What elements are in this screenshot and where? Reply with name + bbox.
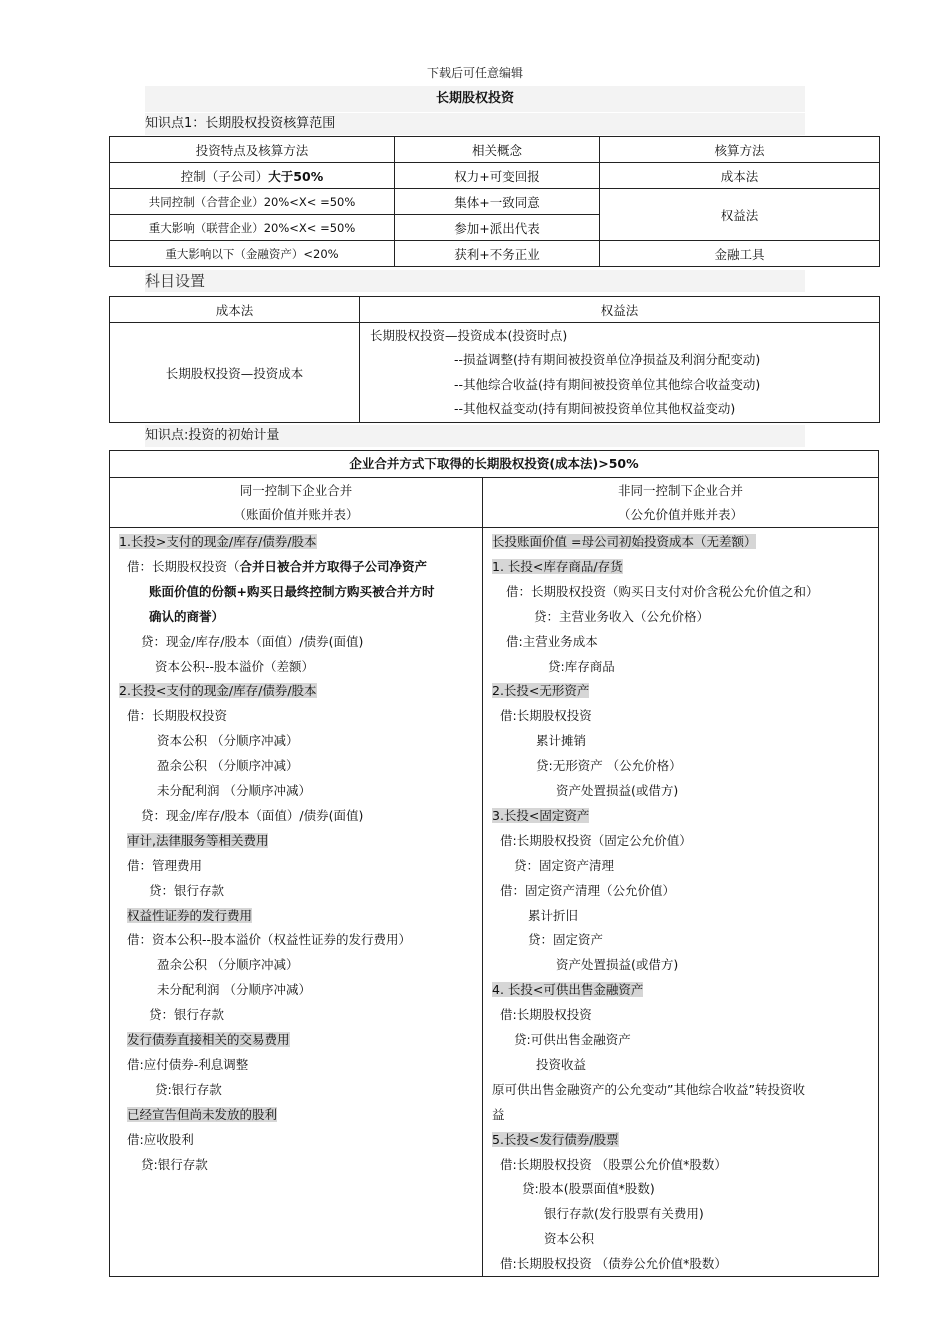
entry-text: 贷：银行存款 (149, 1007, 225, 1023)
entry-line (544, 1226, 594, 1251)
knowledge-point-3: 知识点:投资的初始计量 (145, 425, 805, 447)
table-cell: 成本法 (600, 163, 880, 189)
entry-text: 审计,法律服务等相关费用 (127, 832, 269, 848)
right-column-header: 非同一控制下企业合并 (617, 483, 743, 498)
equity-line: 长期股权投资—投资成本(投资时点) (370, 327, 568, 343)
entry-text: 贷:库存商品 (548, 658, 615, 674)
entry-text: 1. 长投<库存商品/存货 (492, 558, 623, 574)
entry-line (536, 728, 586, 753)
entry-text: 贷:无形资产 （公允价格） (536, 758, 682, 774)
entry-text: 未分配利润 （分顺序冲减） (157, 783, 311, 798)
section-heading (492, 803, 589, 828)
section-heading (127, 1027, 290, 1052)
table-cell: 集体+一致同意 (395, 189, 600, 215)
section-heading (127, 903, 252, 928)
section-heading (119, 529, 317, 554)
entry-text: 益 (492, 1106, 505, 1122)
entry-line (155, 654, 314, 679)
entry-text: 未分配利润 （分顺序冲减） (157, 982, 311, 998)
entry-text: 贷：现金/库存/股本（面值）/债券(面值) (141, 633, 364, 649)
entry-line (500, 1251, 727, 1276)
entry-line (514, 853, 614, 878)
entry-line (556, 778, 678, 803)
entry-line (492, 1077, 805, 1102)
table-cell (110, 163, 395, 189)
entry-text: 借：管理费用 (127, 857, 203, 873)
entry-line (556, 952, 678, 977)
entry-line (500, 703, 592, 728)
divider (110, 527, 878, 528)
column-header: 投资特点及核算方法 (110, 137, 395, 163)
entry-line (522, 1176, 655, 1201)
entry-text: 资产处置损益(或借方) (556, 783, 679, 798)
entry-text: 贷：固定资产清理 (514, 857, 615, 873)
entry-line (536, 753, 682, 778)
entry-text: 借:长期股权投资 (500, 1007, 592, 1023)
entry-text: 累计折旧 (528, 907, 579, 923)
cost-method-cell: 长期股权投资—投资成本 (110, 323, 360, 423)
entry-line (536, 1052, 586, 1077)
entry-line (157, 977, 311, 1002)
entry-text: 借:应收股利 (127, 1131, 194, 1147)
table-cell: 共同控制（合营企业）20%<X< =50% (110, 189, 395, 215)
entry-line (514, 1027, 631, 1052)
entry-line (506, 629, 598, 654)
entry-line (157, 753, 298, 778)
table-cell: 权益法 (600, 189, 880, 241)
left-column-header: 同一控制下企业合并 (239, 483, 353, 498)
table-cell: 金融工具 (600, 241, 880, 267)
table-header-row (110, 137, 880, 163)
entry-text: 贷：银行存款 (149, 882, 225, 898)
account-setup-table (109, 296, 880, 423)
section-heading (119, 678, 317, 703)
entry-line (127, 853, 202, 878)
entry-text: 借：固定资产清理（公允价值） (500, 882, 676, 898)
table-cell: 重大影响以下（金融资产）<20% (110, 241, 395, 267)
entry-text: 1.长投>支付的现金/库存/债券/股本 (119, 534, 317, 549)
entry-line (506, 579, 819, 604)
entry-text: 贷：固定资产 (528, 932, 604, 948)
entry-line (141, 803, 363, 828)
entry-line (528, 927, 603, 952)
entry-line (127, 927, 411, 952)
scope-table (109, 136, 880, 267)
same-control-column (111, 529, 481, 1275)
entry-text: 2.长投<支付的现金/库存/债券/股本 (119, 683, 317, 699)
entry-line (141, 629, 363, 654)
entry-text: 资本公积 (544, 1231, 595, 1247)
entry-line (157, 728, 298, 753)
entry-line (149, 579, 434, 604)
column-header: 成本法 (110, 297, 360, 323)
entry-line (534, 604, 709, 629)
control-label: 控制（子公司） (180, 168, 269, 184)
entry-text: 银行存款(发行股票有关费用) (544, 1206, 704, 1222)
entry-text: 累计摊销 (536, 733, 587, 749)
page-title: 长期股权投资 (145, 86, 805, 112)
entry-text: 借:长期股权投资（固定公允价值） (500, 832, 692, 848)
entry-text: 发行债券直接相关的交易费用 (127, 1032, 290, 1047)
entry-text: 2.长投<无形资产 (492, 683, 590, 699)
divider (482, 477, 483, 1276)
merger-table-title: 企业合并方式下取得的长期股权投资(成本法)>50% (349, 456, 639, 471)
knowledge-point-1: 知识点1：长期股权投资核算范围 (145, 113, 805, 135)
entry-line (127, 703, 227, 728)
entry-text: 贷:银行存款 (141, 1156, 208, 1172)
section-heading (127, 1102, 277, 1127)
entry-text: 3.长投<固定资产 (492, 807, 590, 823)
entry-text: 资本公积--股本溢价（差额） (155, 658, 315, 674)
entry-line (157, 778, 311, 803)
control-threshold: 大于50% (268, 168, 324, 184)
entry-text: 贷:银行存款 (155, 1081, 222, 1097)
entry-text: 借：资本公积--股本溢价（权益性证券的发行费用） (127, 932, 412, 948)
column-header: 相关概念 (395, 137, 600, 163)
table-row (110, 189, 880, 215)
section-heading (492, 977, 643, 1002)
entry-text: 贷：主营业务收入（公允价格） (534, 608, 710, 624)
table-row (110, 241, 880, 267)
knowledge-point-2: 科目设置 (145, 270, 805, 292)
entry-line (500, 828, 692, 853)
table-cell: 重大影响（联营企业）20%<X< =50% (110, 215, 395, 241)
entry-text: 确认的商誉） (149, 608, 225, 624)
entry-line (500, 1002, 592, 1027)
entry-text-bold: 合并日被合并方取得子公司净资产 (239, 558, 428, 574)
entry-text: 原可供出售金融资产的公允变动”其他综合收益”转投资收 (492, 1081, 805, 1097)
entry-line (548, 654, 615, 679)
non-same-control-column (484, 529, 877, 1275)
left-column-subheader: （账面价值并账并表） (233, 507, 359, 522)
equity-line: --其他权益变动(持有期间被投资单位其他权益变动) (454, 401, 736, 416)
entry-line (544, 1201, 704, 1226)
entry-text: 贷:可供出售金融资产 (514, 1032, 631, 1047)
equity-line: --其他综合收益(持有期间被投资单位其他综合收益变动) (454, 376, 761, 392)
table-row (110, 323, 880, 423)
top-note: 下载后可任意编辑 (426, 66, 523, 80)
entry-line (149, 878, 224, 903)
entry-text: 借：长期股权投资（购买日支付对价含税公允价值之和） (506, 583, 819, 599)
section-heading (492, 529, 756, 554)
entry-line (149, 604, 224, 629)
entry-line (149, 1002, 224, 1027)
entry-line (492, 1102, 505, 1127)
column-header: 权益法 (360, 297, 880, 323)
entry-text: 已经宣告但尚未发放的股利 (127, 1106, 278, 1122)
entry-text: 资本公积 （分顺序冲减） (157, 733, 299, 749)
entry-text: 权益性证券的发行费用 (127, 907, 253, 923)
table-header-row (110, 297, 880, 323)
equity-line: --损益调整(持有期间被投资单位净损益及利润分配变动) (454, 352, 761, 367)
column-header: 核算方法 (600, 137, 880, 163)
entry-text: 盈余公积 （分顺序冲减） (157, 758, 299, 774)
entry-line (127, 1052, 248, 1077)
section-heading (127, 828, 268, 853)
entry-text: 贷:股本(股票面值*股数) (522, 1181, 655, 1197)
entry-line (500, 878, 675, 903)
entry-text: 盈余公积 （分顺序冲减） (157, 957, 299, 973)
equity-method-cell (360, 323, 880, 423)
entry-text: 资产处置损益(或借方) (556, 957, 679, 973)
table-cell: 权力+可变回报 (395, 163, 600, 189)
entry-line (141, 1152, 208, 1177)
entry-line (528, 903, 578, 928)
entry-text: 借：长期股权投资 (127, 708, 228, 724)
entry-line (157, 952, 298, 977)
entry-text: 长投账面价值 =母公司初始投资成本（无差额） (492, 534, 757, 549)
entry-text: 5.长投<发行债券/股票 (492, 1131, 619, 1147)
entry-text: 借：长期股权投资（ (127, 558, 240, 574)
entry-text: 借:主营业务成本 (506, 633, 598, 649)
entry-text: 账面价值的份额+购买日最终控制方购买被合并方时 (149, 583, 435, 599)
entry-line (500, 1152, 727, 1177)
entry-line (127, 1127, 194, 1152)
entry-text: 借:长期股权投资 （债券公允价值*股数） (500, 1256, 727, 1272)
entry-text: 借:长期股权投资 （股票公允价值*股数） (500, 1156, 727, 1172)
entry-text: 4. 长投<可供出售金融资产 (492, 982, 644, 998)
entry-text: 贷：现金/库存/股本（面值）/债券(面值) (141, 807, 364, 823)
entry-text: 投资收益 (536, 1056, 587, 1072)
section-heading (492, 554, 623, 579)
table-cell: 获利+不务正业 (395, 241, 600, 267)
entry-text: 借:应付债券-利息调整 (127, 1056, 249, 1072)
table-cell: 参加+派出代表 (395, 215, 600, 241)
section-heading (492, 1127, 619, 1152)
table-row (110, 163, 880, 189)
entry-line (127, 554, 427, 579)
entry-line (155, 1077, 222, 1102)
entry-text: 借:长期股权投资 (500, 708, 592, 724)
right-column-subheader: （公允价值并账并表） (617, 507, 743, 522)
section-heading (492, 678, 589, 703)
